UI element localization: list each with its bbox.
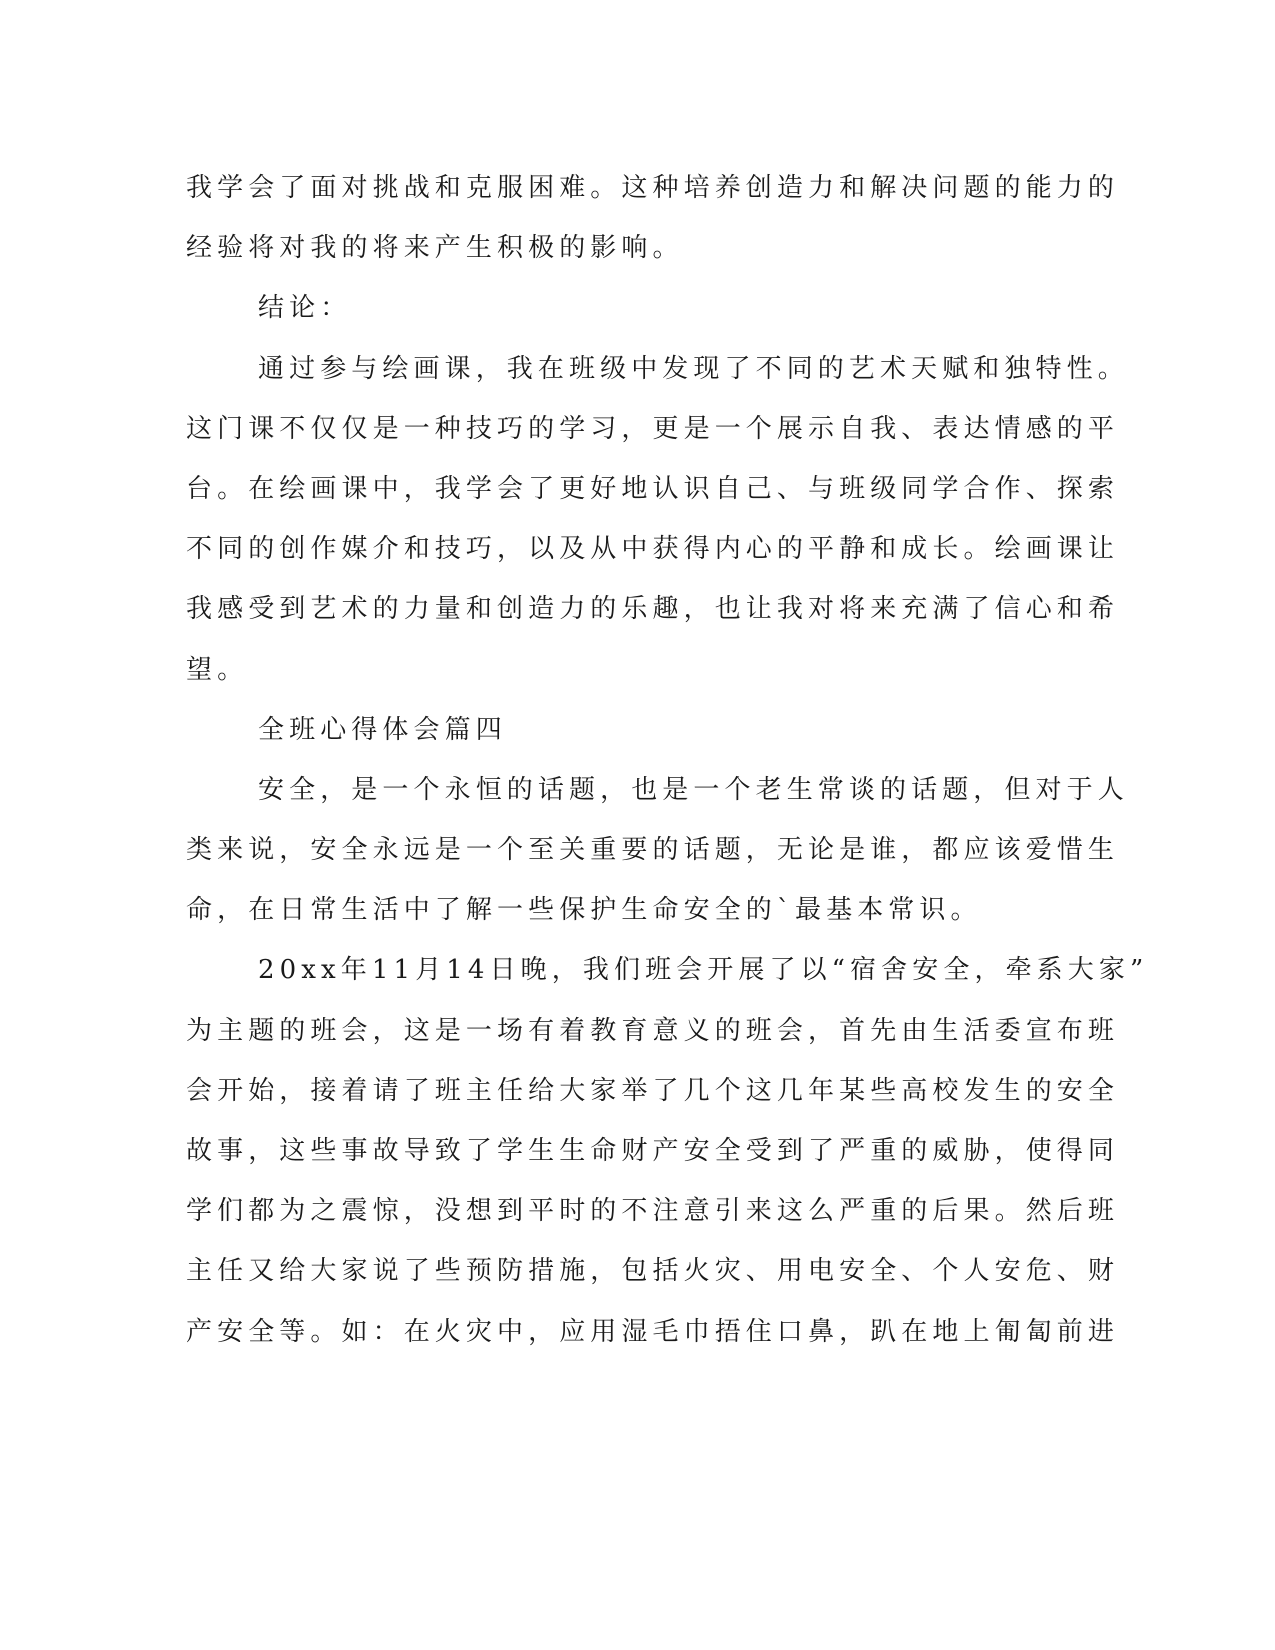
paragraph-line: 命，在日常生活中了解一些保护生命安全的`最基本常识。 [186,895,982,926]
paragraph-line: 会开始，接着请了班主任给大家举了几个这几年某些高校发生的安全 [186,1075,1120,1106]
paragraph-line: 安全，是一个永恒的话题，也是一个老生常谈的话题，但对于人 [258,774,1129,805]
paragraph-line: 不同的创作媒介和技巧，以及从中获得内心的平静和成长。绘画课让 [186,534,1120,565]
paragraph-line: 通过参与绘画课，我在班级中发现了不同的艺术天赋和独特性。 [258,353,1129,384]
paragraph-line: 望。 [186,654,249,685]
section-heading: 全班心得体会篇四 [258,714,507,745]
paragraph-line: 产安全等。如：在火灾中，应用湿毛巾捂住口鼻，趴在地上匍匐前进 [186,1316,1120,1347]
paragraph-line: 我感受到艺术的力量和创造力的乐趣，也让我对将来充满了信心和希 [186,594,1120,625]
paragraph-line: 故事，这些事故导致了学生生命财产安全受到了严重的威胁，使得同 [186,1136,1120,1166]
paragraph-line: 我学会了面对挑战和克服困难。这种培养创造力和解决问题的能力的 [186,173,1120,203]
paragraph-line: 主任又给大家说了些预防措施，包括火灾、用电安全、个人安危、财 [186,1256,1120,1287]
paragraph-line: 为主题的班会，这是一场有着教育意义的班会，首先由生活委宣布班 [186,1015,1120,1046]
paragraph-line: 学们都为之震惊，没想到平时的不注意引来这么严重的后果。然后班 [186,1196,1120,1227]
paragraph-line: 这门课不仅仅是一种技巧的学习，更是一个展示自我、表达情感的平 [186,413,1120,444]
paragraph-line: 经验将对我的将来产生积极的影响。 [186,233,684,264]
document-body [186,158,1149,1362]
paragraph-line: 台。在绘画课中，我学会了更好地认识自己、与班级同学合作、探索 [186,473,1120,504]
paragraph-line: 20xx年11月14日晚，我们班会开展了以“宿舍安全，牵系大家” [258,955,1149,986]
paragraph-line: 类来说，安全永远是一个至关重要的话题，无论是谁，都应该爱惜生 [186,835,1120,866]
conclusion-heading: 结论： [258,293,352,324]
